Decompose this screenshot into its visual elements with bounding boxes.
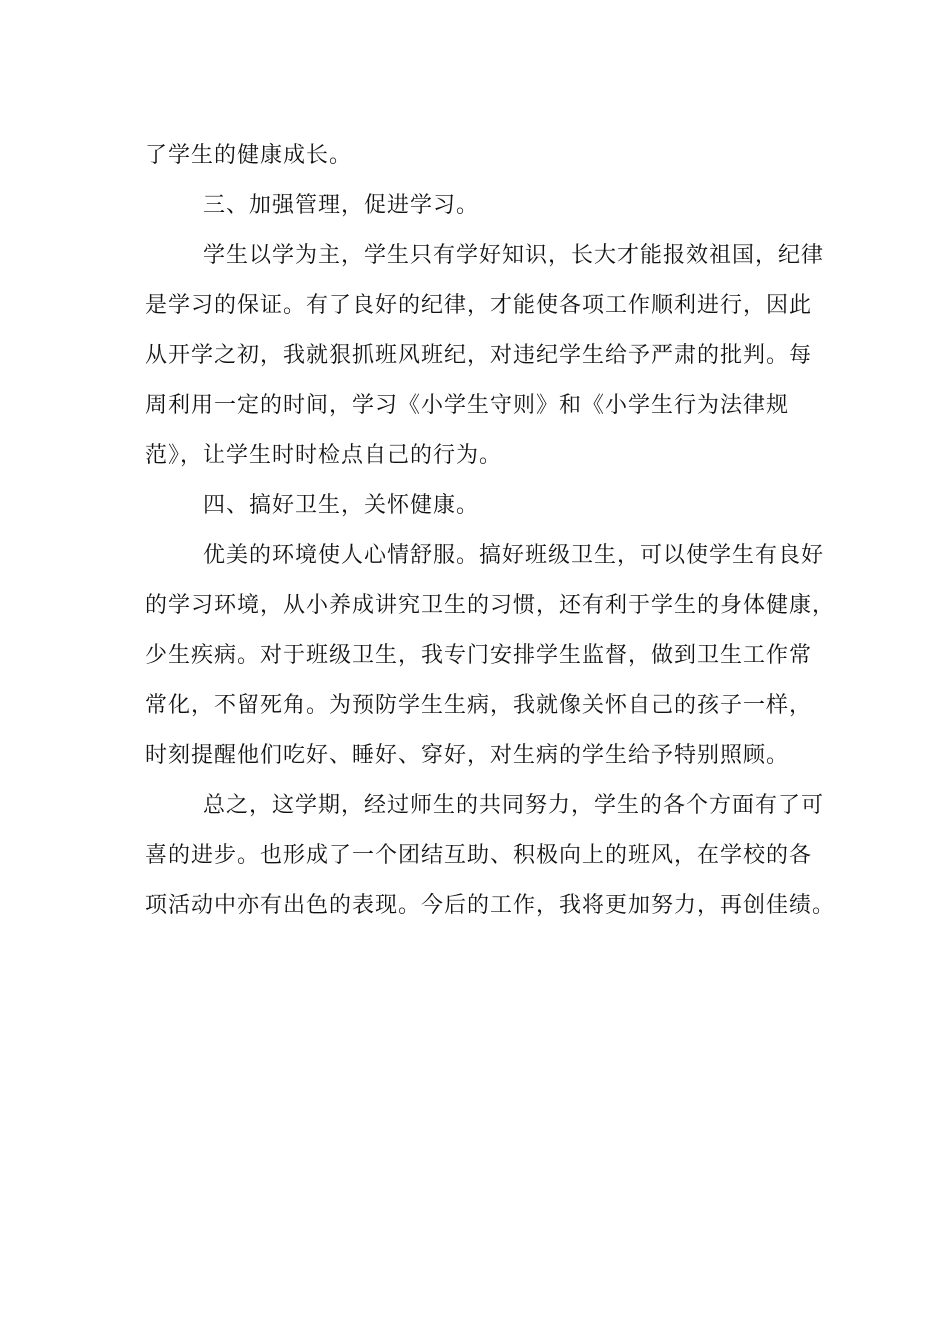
text-line: 周利用一定的时间，学习《小学生守则》和《小学生行为法律规 xyxy=(145,393,790,418)
text-line: 的学习环境，从小养成讲究卫生的习惯，还有利于学生的身体健康， xyxy=(145,593,836,618)
text-line: 项活动中亦有出色的表现。今后的工作，我将更加努力，再创佳绩。 xyxy=(145,893,836,918)
text-line: 少生疾病。对于班级卫生，我专门安排学生监督，做到卫生工作常 xyxy=(145,643,813,668)
text-line: 喜的进步。也形成了一个团结互助、积极向上的班风，在学校的各 xyxy=(145,843,813,868)
text-line: 学生以学为主，学生只有学好知识，长大才能报效祖国，纪律 xyxy=(203,243,825,268)
text-line: 了学生的健康成长。 xyxy=(145,143,353,168)
text-line: 常化，不留死角。为预防学生生病，我就像关怀自己的孩子一样， xyxy=(145,693,813,718)
section-heading: 三、加强管理，促进学习。 xyxy=(203,193,480,218)
text-line: 是学习的保证。有了良好的纪律，才能使各项工作顺利进行，因此 xyxy=(145,293,813,318)
text-line: 优美的环境使人心情舒服。搞好班级卫生，可以使学生有良好 xyxy=(203,543,825,568)
text-line: 时刻提醒他们吃好、睡好、穿好，对生病的学生给予特别照顾。 xyxy=(145,743,790,768)
document-body xyxy=(145,131,836,931)
text-line: 从开学之初，我就狠抓班风班纪，对违纪学生给予严肃的批判。每 xyxy=(145,343,813,368)
section-heading: 四、搞好卫生，关怀健康。 xyxy=(203,493,480,518)
text-line: 总之，这学期，经过师生的共同努力，学生的各个方面有了可 xyxy=(203,793,825,818)
text-line: 范》，让学生时时检点自己的行为。 xyxy=(145,443,503,468)
